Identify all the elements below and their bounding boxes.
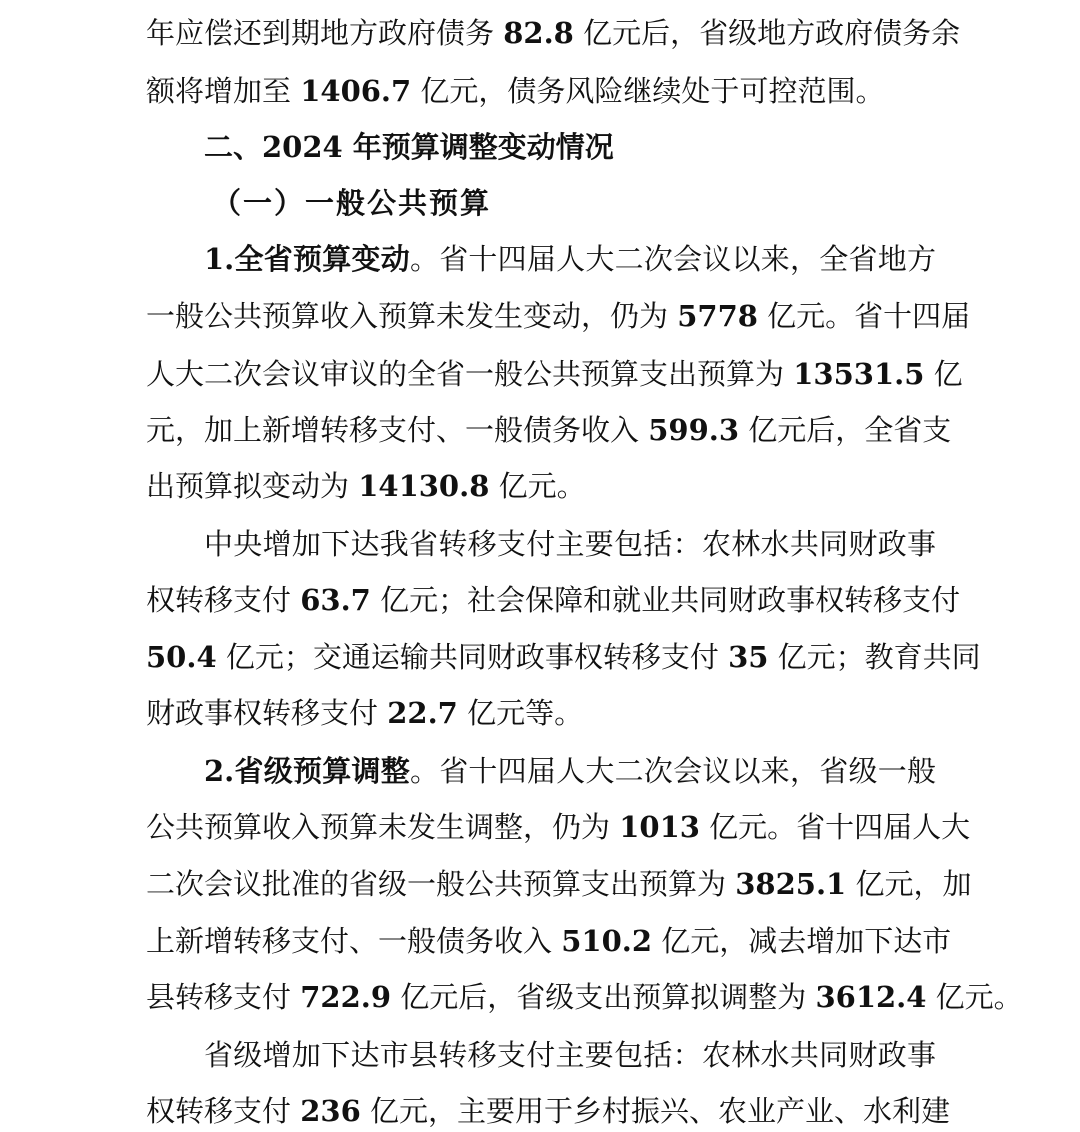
text-run: 中央增加下达我省转移支付主要包括：农林水共同财政事 bbox=[204, 527, 936, 561]
text-line bbox=[146, 70, 936, 112]
text-run: 元，加上新增转移支付、一般债务收入 bbox=[146, 413, 649, 447]
bold-run: 2.省级预算调整 bbox=[204, 754, 410, 788]
text-run: 亿元；教育共同 bbox=[768, 640, 981, 674]
text-run: 出预算拟变动为 bbox=[146, 469, 359, 503]
text-run: 亿元；交通运输共同财政事权转移支付 bbox=[216, 640, 729, 674]
bold-run: 3825.1 bbox=[735, 867, 847, 901]
text-run: 亿元，加 bbox=[846, 867, 972, 901]
text-run: 亿元后，省级地方政府债务余 bbox=[573, 16, 961, 50]
text-line bbox=[204, 750, 936, 792]
bold-run: 3612.4 bbox=[815, 980, 927, 1014]
bold-run: 599.3 bbox=[648, 413, 740, 447]
text-run: 亿元，债务风险继续处于可控范围。 bbox=[411, 74, 885, 108]
text-run: 。省十四届人大二次会议以来，省级一般 bbox=[409, 754, 936, 788]
text-run: 县转移支付 bbox=[146, 980, 301, 1014]
text-line bbox=[146, 12, 961, 54]
section-heading bbox=[204, 126, 936, 168]
bold-run: 63.7 bbox=[300, 583, 371, 617]
bold-run: 5778 bbox=[677, 299, 758, 333]
text-line bbox=[204, 238, 936, 280]
bold-run: 22.7 bbox=[387, 696, 458, 730]
subsection-heading bbox=[212, 182, 1002, 224]
text-run: 亿元等。 bbox=[457, 696, 584, 730]
bold-run: 50.4 bbox=[146, 640, 217, 674]
text-run: 权转移支付 bbox=[146, 1094, 301, 1128]
text-run: 公共预算收入预算未发生调整，仍为 bbox=[146, 810, 620, 844]
text-line bbox=[204, 1034, 936, 1076]
text-line bbox=[146, 692, 936, 734]
bold-run: 1.全省预算变动 bbox=[204, 242, 410, 276]
text-run: 额将增加至 bbox=[146, 74, 301, 108]
text-run: 权转移支付 bbox=[146, 583, 301, 617]
bold-run: 1406.7 bbox=[300, 74, 412, 108]
text-run: 人大二次会议审议的全省一般公共预算支出预算为 bbox=[146, 357, 794, 391]
bold-run: 35 bbox=[728, 640, 769, 674]
text-run: 亿元。省十四届人大 bbox=[699, 810, 971, 844]
text-run: 亿元后，省级支出预算拟调整为 bbox=[391, 980, 816, 1014]
text-line bbox=[146, 806, 971, 848]
text-run: 亿元，减去增加下达市 bbox=[652, 924, 952, 958]
text-run: 亿元。省十四届 bbox=[757, 299, 971, 333]
bold-run: 722.9 bbox=[300, 980, 392, 1014]
text-line bbox=[146, 465, 936, 507]
text-line bbox=[204, 523, 936, 565]
text-line bbox=[146, 636, 981, 678]
text-run: 财政事权转移支付 bbox=[146, 696, 388, 730]
text-run: 二次会议批准的省级一般公共预算支出预算为 bbox=[146, 867, 736, 901]
text-run: 亿元。 bbox=[926, 980, 1023, 1014]
text-run: 省级增加下达市县转移支付主要包括：农林水共同财政事 bbox=[204, 1038, 936, 1072]
text-line bbox=[146, 295, 971, 337]
text-run: 上新增转移支付、一般债务收入 bbox=[146, 924, 562, 958]
bold-run: 510.2 bbox=[561, 924, 653, 958]
bold-run: 13531.5 bbox=[793, 357, 925, 391]
bold-run: 82.8 bbox=[503, 16, 574, 50]
bold-run: （一）一般公共预算 bbox=[212, 186, 492, 220]
text-line bbox=[146, 976, 1023, 1018]
bold-run: 236 bbox=[300, 1094, 361, 1128]
text-run: 。省十四届人大二次会议以来，全省地方 bbox=[409, 242, 936, 276]
text-run: 一般公共预算收入预算未发生变动，仍为 bbox=[146, 299, 678, 333]
text-run: 亿元。 bbox=[489, 469, 586, 503]
text-line bbox=[146, 353, 963, 395]
text-run: 亿元，主要用于乡村振兴、农业产业、水利建 bbox=[360, 1094, 950, 1128]
bold-run: 1013 bbox=[619, 810, 700, 844]
bold-run: 14130.8 bbox=[358, 469, 490, 503]
text-line bbox=[146, 409, 952, 451]
text-run: 亿 bbox=[924, 357, 963, 391]
text-line bbox=[146, 1090, 950, 1132]
text-run: 年应偿还到期地方政府债务 bbox=[146, 16, 504, 50]
text-line bbox=[146, 920, 952, 962]
text-line bbox=[146, 579, 961, 621]
text-run: 亿元；社会保障和就业共同财政事权转移支付 bbox=[370, 583, 961, 617]
text-run: 亿元后，全省支 bbox=[739, 413, 952, 447]
bold-run: 二、2024 年预算调整变动情况 bbox=[204, 130, 614, 164]
text-line bbox=[146, 863, 972, 905]
